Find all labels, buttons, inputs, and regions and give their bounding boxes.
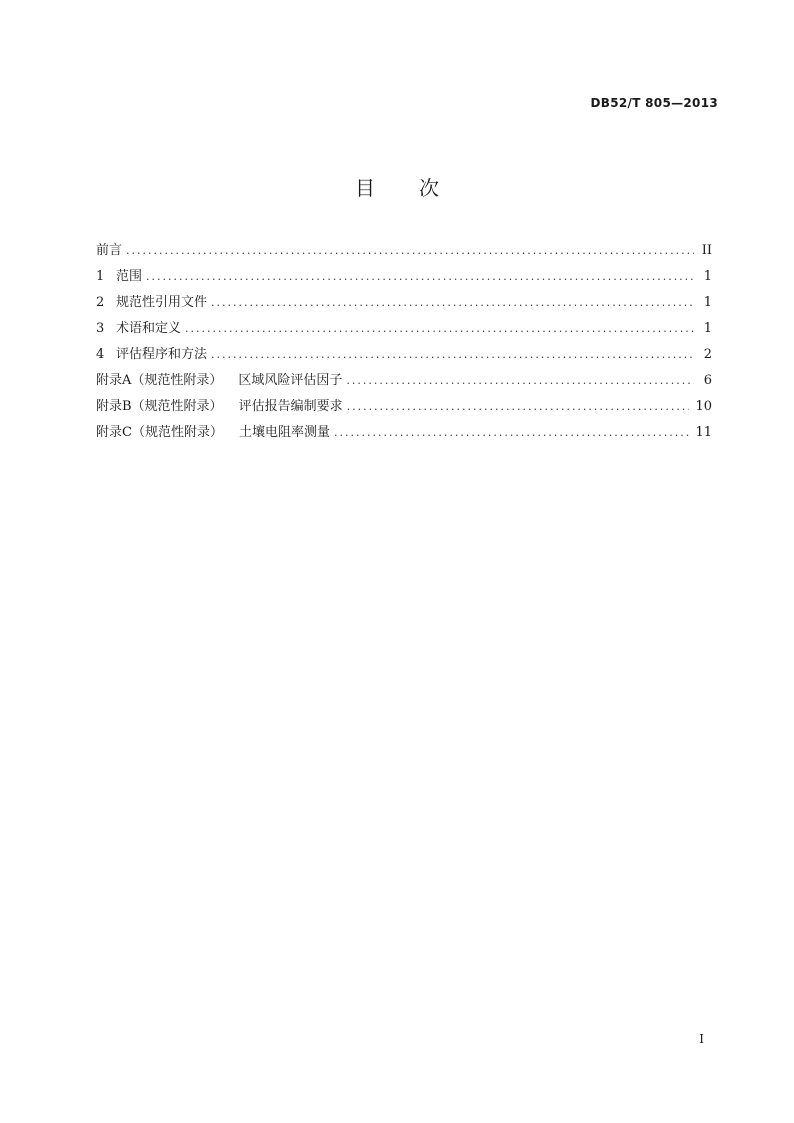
toc-entry-label: 术语和定义 (116, 321, 182, 336)
toc-entry-scope[interactable] (96, 264, 712, 290)
toc-leader-dots (126, 238, 694, 264)
toc-entry-number: 3 (96, 321, 105, 336)
toc-title (0, 174, 794, 202)
toc-entry-page: 1 (703, 295, 712, 310)
toc-leader-dots (346, 368, 694, 394)
toc-entry-page: II (701, 243, 712, 258)
toc-entry-annex-c[interactable] (96, 420, 712, 446)
toc-entry-label: 区域风险评估因子 (238, 373, 343, 388)
toc-entry-number: 2 (96, 295, 105, 310)
toc-entry-page: 2 (703, 347, 712, 362)
toc-leader-dots (185, 316, 694, 342)
toc-leader-dots (347, 394, 690, 420)
toc-entry-page: 10 (695, 399, 712, 414)
toc-entry-label: 前言 (96, 243, 123, 258)
toc-title-char-2: 次 (419, 176, 439, 200)
toc-leader-dots (211, 342, 694, 368)
toc-leader-dots (146, 264, 694, 290)
toc-entry-terms-definitions[interactable] (96, 316, 712, 342)
toc-annex-tag: 附录C（规范性附录） (96, 425, 223, 440)
page-number: I (699, 1032, 704, 1046)
toc-entry-page: 11 (695, 425, 712, 440)
toc-entry-label: 评估程序和方法 (116, 347, 208, 362)
toc-entry-annex-b[interactable] (96, 394, 712, 420)
toc-leader-dots (334, 420, 689, 446)
toc-entry-label: 范围 (116, 269, 143, 284)
toc-entry-annex-a[interactable] (96, 368, 712, 394)
toc-title-char-1: 目 (355, 176, 375, 200)
toc-entry-page: 6 (703, 373, 712, 388)
toc-entry-page: 1 (703, 321, 712, 336)
toc-entry-label: 土壤电阻率测量 (238, 425, 330, 440)
toc-entry-label: 规范性引用文件 (116, 295, 208, 310)
toc-entry-normative-references[interactable] (96, 290, 712, 316)
toc-annex-tag: 附录A（规范性附录） (96, 373, 223, 388)
toc-entry-number: 4 (96, 347, 105, 362)
table-of-contents (96, 238, 712, 446)
toc-annex-tag: 附录B（规范性附录） (96, 399, 223, 414)
toc-entry-assessment-procedure[interactable] (96, 342, 712, 368)
toc-entry-foreword[interactable] (96, 238, 712, 264)
document-code: DB52/T 805—2013 (590, 96, 718, 110)
toc-entry-number: 1 (96, 269, 105, 284)
toc-leader-dots (211, 290, 694, 316)
toc-entry-label: 评估报告编制要求 (238, 399, 343, 414)
toc-entry-page: 1 (703, 269, 712, 284)
